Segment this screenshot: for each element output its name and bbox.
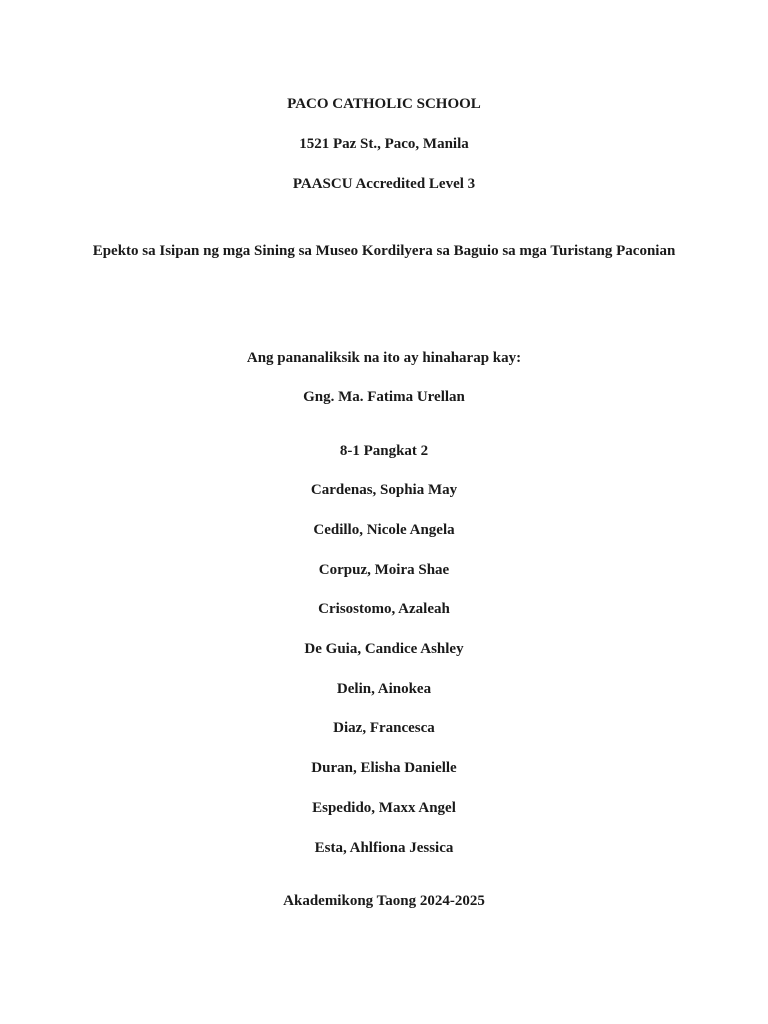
accreditation: PAASCU Accredited Level 3 [292, 176, 476, 192]
teacher-name: Gng. Ma. Fatima Urellan [303, 389, 465, 405]
member-name: Crisostomo, Azaleah [318, 601, 450, 617]
member-name: Esta, Ahlfiona Jessica [314, 840, 454, 856]
presented-to-label: Ang pananaliksik na ito ay hinaharap kay: [246, 350, 522, 366]
research-title: Epekto sa Isipan ng mga Sining sa Museo Kordilyera sa Baguio sa mga Turistang Paconian [92, 243, 676, 259]
member-name: Cardenas, Sophia May [310, 482, 458, 498]
school-name: PACO CATHOLIC SCHOOL [287, 96, 481, 112]
member-name: De Guia, Candice Ashley [304, 641, 464, 657]
member-name: Espedido, Maxx Angel [312, 800, 456, 816]
member-name: Duran, Elisha Danielle [311, 760, 457, 776]
group-section: 8-1 Pangkat 2 [339, 443, 429, 459]
member-name: Cedillo, Nicole Angela [313, 522, 455, 538]
academic-year: Akademikong Taong 2024-2025 [283, 893, 485, 909]
school-address: 1521 Paz St., Paco, Manila [299, 136, 469, 152]
member-name: Diaz, Francesca [333, 720, 435, 736]
member-name: Corpuz, Moira Shae [318, 562, 450, 578]
member-name: Delin, Ainokea [336, 681, 432, 697]
